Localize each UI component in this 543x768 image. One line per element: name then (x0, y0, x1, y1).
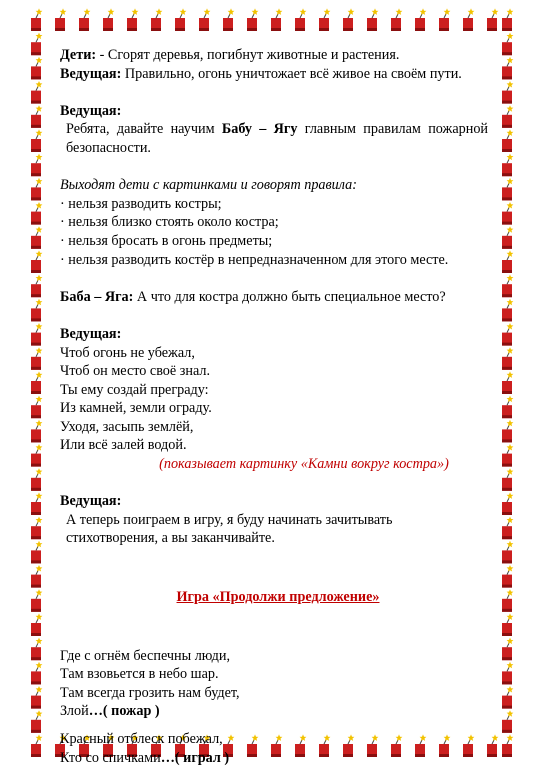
paragraph-text: главным правилам пожарной безопасности. (66, 121, 489, 156)
firecracker-icon (502, 81, 513, 104)
firecracker-icon (31, 517, 42, 540)
firecracker-icon (199, 8, 210, 31)
paragraph-text: Ребята, давайте научим (66, 121, 222, 138)
firecracker-icon (31, 105, 42, 128)
firecracker-icon (31, 81, 42, 104)
firecracker-icon (502, 492, 513, 515)
firecracker-icon (31, 662, 42, 685)
paragraph-game-intro: А теперь поиграем в игру, я буду начинать зачитывать стихотворения, а вы заканчивайте. (66, 511, 393, 547)
poem-text: Злой (60, 703, 89, 720)
firecracker-icon (31, 178, 42, 201)
firecracker-icon (502, 517, 513, 540)
character-name: Бабу – Ягу (221, 121, 298, 138)
firecracker-icon (31, 57, 42, 80)
firecracker-icon (31, 420, 42, 443)
paragraph-text: - Сгорят деревья, погибнут животные и растения. (96, 47, 400, 63)
firecracker-icon (502, 371, 513, 394)
firecracker-icon (367, 8, 378, 31)
poem-line: Уходя, засыпь землёй, (60, 418, 194, 435)
answer-text: …( пожар ) (88, 703, 160, 720)
speaker-label: Ведущая: (60, 102, 122, 119)
firecracker-icon (55, 8, 66, 31)
poem-line: Или всё залей водой. (60, 437, 187, 454)
poem-line-answer (60, 702, 488, 721)
firecracker-icon (502, 686, 513, 709)
poem-line: Где с огнём беспечны люди, (60, 647, 231, 664)
poem-line: Там взовьется в небо шар. (60, 666, 219, 683)
firecracker-icon (502, 299, 513, 322)
firecracker-icon (502, 396, 513, 419)
firecracker-icon (31, 565, 42, 588)
firecracker-icon (502, 613, 513, 636)
firecracker-icon (31, 444, 42, 467)
firecracker-icon (502, 202, 513, 225)
firecracker-icon (223, 8, 234, 31)
paragraph-text: А что для костра должно быть специальное место? (133, 288, 446, 305)
game-title: Игра «Продолжи предложение» (176, 589, 380, 606)
firecracker-icon (502, 8, 513, 31)
poem-line: Чтоб он место своё знал. (60, 363, 210, 380)
firecracker-icon (502, 33, 513, 56)
speaker-label: Дети: (60, 47, 97, 63)
stage-direction: (показывает картинку «Камни вокруг костра») (159, 456, 449, 473)
paragraph-teach-baba-yaga (60, 120, 488, 157)
firecracker-icon (502, 565, 513, 588)
answer-text: …( играл ) (160, 749, 230, 766)
firecracker-icon (31, 638, 42, 661)
paragraph-host-reply (60, 65, 488, 84)
firecracker-icon (79, 8, 90, 31)
firecracker-icon (271, 8, 282, 31)
firecracker-icon (151, 8, 162, 31)
firecracker-icon (463, 8, 474, 31)
firecracker-icon (502, 178, 513, 201)
speaker-label: Ведущая: (60, 325, 122, 342)
firecracker-icon (487, 734, 498, 757)
firecracker-icon (31, 226, 42, 249)
firecracker-icon (31, 154, 42, 177)
firecracker-icon (295, 8, 306, 31)
firecracker-icon (31, 589, 42, 612)
firecracker-icon (31, 323, 42, 346)
firecracker-icon (31, 275, 42, 298)
firecracker-icon (502, 589, 513, 612)
firecracker-icon (415, 8, 426, 31)
firecracker-icon (31, 8, 42, 31)
firecracker-icon (31, 710, 42, 733)
poem-line: Ты ему создай преграду: (60, 381, 209, 398)
firecracker-icon (31, 541, 42, 564)
firecracker-icon (502, 323, 513, 346)
firecracker-icon (502, 662, 513, 685)
firecracker-icon (319, 8, 330, 31)
poem-line: Из камней, земли ограду. (60, 400, 212, 417)
rule-item: · нельзя бросать в огонь предметы; (60, 232, 273, 249)
paragraph-children-reply (60, 46, 488, 65)
rules-intro: Выходят дети с картинками и говорят правила: (60, 177, 357, 194)
poem-line: Красный отблеск побежал, (60, 731, 223, 747)
firecracker-icon (502, 638, 513, 661)
firecracker-icon (247, 8, 258, 31)
firecracker-icon (31, 492, 42, 515)
rule-item: · нельзя разводить костры; (60, 195, 222, 212)
firecracker-icon (31, 347, 42, 370)
poem-text: Кто со спичками (60, 749, 161, 766)
firecracker-icon (502, 444, 513, 467)
firecracker-icon (502, 420, 513, 443)
firecracker-icon (502, 541, 513, 564)
firecracker-icon (502, 57, 513, 80)
firecracker-icon (502, 734, 513, 757)
rule-item: · нельзя близко стоять около костра; (60, 214, 279, 231)
rule-item: · нельзя разводить костёр в непредназначенном для этого месте. (60, 251, 449, 268)
firecracker-icon (502, 710, 513, 733)
firecracker-icon (502, 129, 513, 152)
speaker-label: Ведущая: (60, 65, 122, 82)
firecracker-icon (103, 8, 114, 31)
speaker-label: Баба – Яга: (60, 288, 134, 305)
firecracker-icon (127, 8, 138, 31)
firecracker-icon (31, 396, 42, 419)
firecracker-icon (502, 468, 513, 491)
speaker-label: Ведущая: (60, 493, 122, 510)
firecracker-icon (439, 8, 450, 31)
firecracker-icon (31, 734, 42, 757)
firecracker-icon (31, 371, 42, 394)
firecracker-icon (487, 8, 498, 31)
paragraph-text: Правильно, огонь уничтожает всё живое на своём пути. (121, 65, 462, 82)
firecracker-icon (31, 468, 42, 491)
paragraph-baba-yaga-question (60, 288, 488, 307)
firecracker-icon (502, 226, 513, 249)
firecracker-icon (31, 202, 42, 225)
poem-line: Чтоб огонь не убежал, (60, 344, 195, 361)
firecracker-icon (502, 154, 513, 177)
firecracker-icon (31, 299, 42, 322)
firecracker-icon (31, 129, 42, 152)
firecracker-icon (502, 347, 513, 370)
firecracker-icon (391, 8, 402, 31)
document-body (60, 46, 488, 767)
firecracker-icon (31, 613, 42, 636)
poem-line: Там всегда грозить нам будет, (60, 684, 240, 701)
firecracker-icon (502, 250, 513, 273)
firecracker-icon (31, 686, 42, 709)
firecracker-icon (343, 8, 354, 31)
poem-line-answer (60, 749, 488, 768)
firecracker-icon (31, 250, 42, 273)
firecracker-icon (31, 33, 42, 56)
firecracker-icon (502, 275, 513, 298)
firecracker-icon (175, 8, 186, 31)
firecracker-icon (502, 105, 513, 128)
